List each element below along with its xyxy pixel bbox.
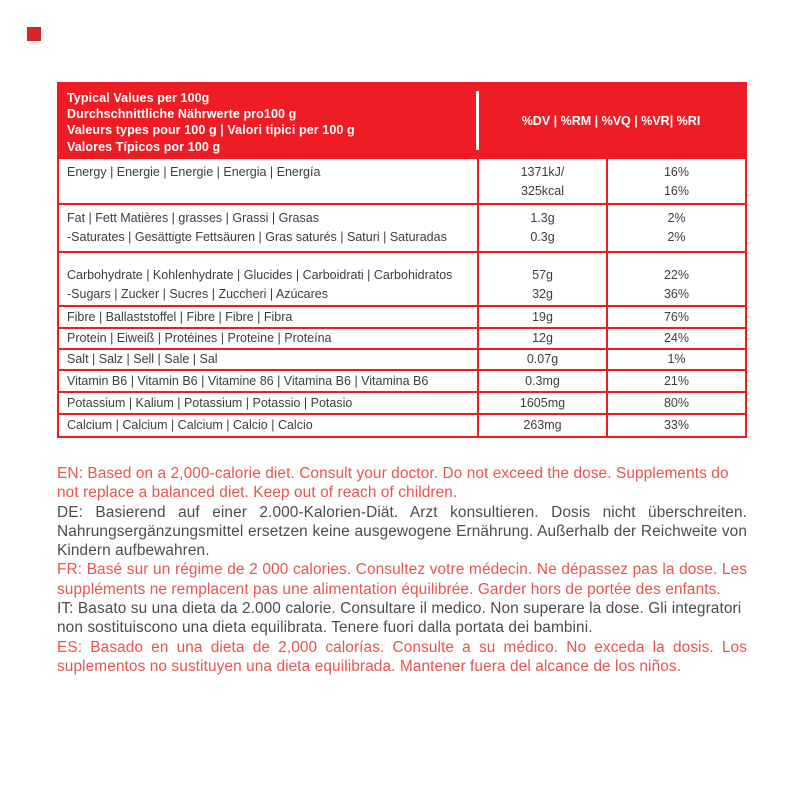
row-label: -Saturates | Gesättigte Fettsäuren | Gras saturés | Saturi | Saturadas [67,230,447,244]
row-amount: 0.3g [530,230,555,244]
row-amount-cell [477,350,608,369]
row-amount: 325kcal [520,184,565,198]
row-percent-cell [608,307,745,327]
row-label: Potassium | Kalium | Potassium | Potassio | Potasio [67,395,353,410]
row-label-cell [59,205,477,251]
table-row-fat [59,203,745,251]
row-label-cell [59,253,477,305]
row-label: Protein | Eiweiß | Protéines | Proteine | Proteína [67,331,332,345]
row-percent: 76% [663,309,690,324]
row-percent-cell [608,329,745,348]
red-square-marker [27,27,41,41]
header-divider [476,91,479,150]
disclaimer-fr: FR: Basé sur un régime de 2 000 calories. Consultez votre médecin. Ne dépassez pas la dose. Les suppléments ne remplacent pas une alimentation équilibrée. Garder hors de portée des enfants. [57,561,747,598]
row-percent-cell [608,415,745,436]
row-amount-cell [477,329,608,348]
row-amount: 1.3g [530,211,555,225]
row-label-cell [59,393,477,413]
row-amount-cell [477,205,608,251]
header-title-line-en: Typical Values per 100g [67,91,210,105]
row-label-cell [59,329,477,348]
row-percent: 22% [663,268,690,282]
header-title-block [59,84,477,157]
row-amount: 57g [532,268,553,282]
row-percent: 2% [667,230,686,244]
row-percent: 21% [663,373,690,388]
row-amount: 0.07g [526,352,559,366]
row-label: Calcium | Calcium | Calcium | Calcio | Calcio [67,418,313,432]
row-amount: 19g [532,309,553,324]
row-label: Vitamin B6 | Vitamin B6 | Vitamine 86 | Vitamina B6 | Vitamina B6 [67,373,429,388]
row-label-cell [59,159,477,203]
disclaimer-block [57,464,747,676]
row-percent-cell [608,159,745,203]
table-row-calcium [59,413,745,436]
row-percent-cell [608,371,745,391]
table-row-carbohydrate [59,251,745,305]
row-label-cell [59,371,477,391]
row-amount-cell [477,159,608,203]
disclaimer-es: ES: Basado en una dieta de 2,000 calorías. Consulte a su médico. No exceda la dosis. Los suplementos no sustituyen una dieta equilibrada. Mantener fuera del alcance de los niños. [57,638,747,675]
row-amount-cell [477,393,608,413]
table-row-vitamin-b6 [59,369,745,391]
row-percent-cell [608,393,745,413]
row-percent: 36% [663,287,690,301]
row-amount-cell [477,371,608,391]
row-amount: 1371kJ/ [520,165,565,179]
row-percent: 2% [667,211,686,225]
row-percent: 16% [663,184,690,198]
row-percent: 33% [663,418,690,432]
row-amount-cell [477,253,608,305]
row-label-cell [59,307,477,327]
row-amount: 1605mg [519,395,566,410]
table-row-protein [59,327,745,348]
row-amount: 0.3mg [525,373,560,388]
row-label: Carbohydrate | Kohlenhydrate | Glucides | Carboidrati | Carbohidratos [67,268,453,282]
row-label: Energy | Energie | Energie | Energia | Energía [67,165,321,179]
row-label: Fat | Fett Matières | grasses | Grassi | Grasas [67,211,319,225]
row-percent-cell [608,350,745,369]
row-label-cell [59,350,477,369]
header-title-line-es: Valores Típicos por 100 g [67,139,221,154]
row-percent: 1% [667,352,686,366]
table-row-energy [59,157,745,203]
disclaimer-it: IT: Basato su una dieta da 2.000 calorie. Consultare il medico. Non superare la dose. Gli integratori non sostituiscono una dieta equilibrata. Tenere fuori dalla portata dei bambini. [57,600,742,637]
row-amount-cell [477,307,608,327]
row-percent: 24% [663,331,690,345]
table-row-salt [59,348,745,369]
row-amount: 32g [532,287,553,301]
row-amount: 12g [532,331,553,345]
row-amount: 263mg [523,418,562,432]
row-label: Fibre | Ballaststoffel | Fibre | Fibre | Fibra [67,309,293,324]
row-percent: 80% [663,395,690,410]
nutrition-table [57,82,747,438]
disclaimer-de: DE: Basierend auf einer 2.000-Kalorien-Diät. Arzt konsultieren. Dosis nicht überschreiten. Nahrungsergänzungsmittel ersetzen keine ausgewogene Ernährung. Außerhalb der Reichweite von Kindern aufbewahren. [57,503,747,560]
table-header [59,84,745,157]
row-percent-cell [608,253,745,305]
table-row-fibre [59,305,745,327]
row-label: -Sugars | Zucker | Sucres | Zuccheri | Azúcares [67,287,328,301]
header-title-line-fr-it: Valeurs types pour 100 g | Valori tipici per 100 g [67,123,355,138]
row-amount-cell [477,415,608,436]
header-dv-label: %DV | %RM | %VQ | %VR| %RI [521,113,701,128]
row-percent-cell [608,205,745,251]
table-row-potassium [59,391,745,413]
disclaimer-en: EN: Based on a 2,000-calorie diet. Consult your doctor. Do not exceed the dose. Supplements do not replace a balanced diet. Keep out of reach of children. [57,465,729,502]
header-title-line-de: Durchschnittliche Nährwerte pro100 g [67,107,297,122]
row-label: Salt | Salz | Sell | Sale | Sal [67,352,218,366]
row-percent: 16% [663,165,690,179]
row-label-cell [59,415,477,436]
